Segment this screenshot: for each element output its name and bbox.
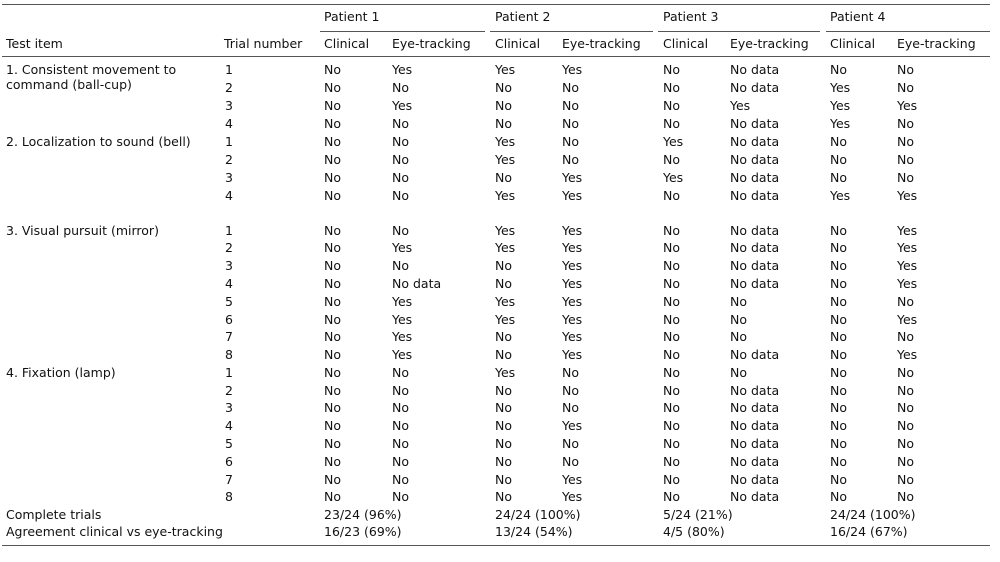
result-cell: Yes [495,223,516,238]
result-cell: No data [730,418,780,433]
result-cell: No [897,62,914,77]
result-cell: Yes [897,188,918,203]
result-cell: No [324,329,341,344]
result-cell: No [897,80,914,95]
result-cell: No [324,152,341,167]
result-cell: No [830,152,847,167]
result-cell: No [663,489,680,504]
result-cell: No [562,365,579,380]
result-cell: No [324,188,341,203]
result-cell: Yes [392,294,413,309]
trial-number-header: Trial number [224,36,303,51]
result-cell: No [392,188,409,203]
result-cell: Yes [495,134,516,149]
result-cell: Yes [562,312,583,327]
result-cell: No [495,383,512,398]
result-cell: No [663,116,680,131]
patient-2-rule [490,31,653,32]
eye-tracking-header: Eye-tracking [392,36,471,51]
result-cell: No data [730,80,780,95]
patient-2-header: Patient 2 [495,9,551,24]
clinical-header: Clinical [663,36,709,51]
result-cell: No [495,80,512,95]
result-cell: No [830,134,847,149]
result-cell: No [830,276,847,291]
result-cell: No [392,436,409,451]
result-cell: No [562,152,579,167]
result-cell: No [324,489,341,504]
result-cell: No [324,223,341,238]
summary-value: 16/23 (69%) [324,524,402,539]
trial-number: 1 [225,365,233,380]
trial-number: 5 [225,436,233,451]
result-cell: No [495,98,512,113]
test-item-label: 3. Visual pursuit (mirror) [6,223,159,238]
clinical-header: Clinical [830,36,876,51]
result-cell: No [897,454,914,469]
result-cell: No [830,240,847,255]
result-cell: No [392,152,409,167]
result-cell: No [830,436,847,451]
result-cell: No [495,116,512,131]
test-item-label: 1. Consistent movement to [6,62,177,77]
result-cell: No [324,116,341,131]
summary-value: 24/24 (100%) [495,507,581,522]
result-cell: No [663,418,680,433]
result-cell: Yes [495,312,516,327]
result-cell: No data [730,188,780,203]
result-cell: Yes [392,329,413,344]
eye-tracking-header: Eye-tracking [897,36,976,51]
result-cell: No [324,418,341,433]
result-cell: No data [730,436,780,451]
result-cell: No [392,134,409,149]
result-cell: No [897,152,914,167]
result-cell: Yes [562,223,583,238]
result-cell: No [830,489,847,504]
result-cell: Yes [562,489,583,504]
result-cell: No [663,240,680,255]
test-item-header: Test item [6,36,63,51]
result-cell: No [663,472,680,487]
result-cell: No [663,188,680,203]
test-item-label: command (ball-cup) [6,77,132,92]
trial-number: 6 [225,312,233,327]
result-cell: No [663,152,680,167]
result-cell: Yes [392,347,413,362]
result-cell: No [495,489,512,504]
result-cell: No [562,383,579,398]
result-cell: No data [730,152,780,167]
trial-number: 3 [225,400,233,415]
bottom-rule [2,545,990,546]
result-cell: No [324,472,341,487]
result-cell: No [897,383,914,398]
trial-number: 3 [225,98,233,113]
trial-number: 5 [225,294,233,309]
result-cell: No [392,116,409,131]
result-cell: Yes [562,347,583,362]
result-cell: No data [730,240,780,255]
result-cell: No [392,365,409,380]
result-cell: No [830,400,847,415]
patient-1-rule [320,31,485,32]
summary-value: 16/24 (67%) [830,524,908,539]
patient-4-rule [826,31,990,32]
result-cell: Yes [562,240,583,255]
result-cell: No [324,383,341,398]
result-cell: Yes [392,240,413,255]
patient-4-header: Patient 4 [830,9,886,24]
trial-number: 4 [225,276,233,291]
result-cell: No [324,347,341,362]
result-cell: No [830,472,847,487]
result-cell: No [830,62,847,77]
trial-number: 4 [225,188,233,203]
result-cell: No [663,383,680,398]
result-cell: Yes [663,134,684,149]
result-cell: No [897,170,914,185]
result-cell: Yes [897,258,918,273]
result-cell: No [663,223,680,238]
result-cell: No [324,80,341,95]
result-cell: No [830,294,847,309]
result-cell: Yes [830,188,851,203]
result-cell: No [324,400,341,415]
result-cell: No [663,98,680,113]
result-cell: Yes [562,170,583,185]
result-cell: No [663,294,680,309]
result-cell: No [324,454,341,469]
result-cell: Yes [562,472,583,487]
top-rule [2,4,990,5]
result-cell: No data [392,276,442,291]
result-cell: No [830,347,847,362]
result-cell: No [324,170,341,185]
result-cell: No [392,418,409,433]
trial-number: 3 [225,258,233,273]
result-cell: No [324,436,341,451]
result-cell: No [830,365,847,380]
result-cell: Yes [495,62,516,77]
result-cell: Yes [495,152,516,167]
result-cell: No [562,436,579,451]
result-cell: No [392,170,409,185]
result-cell: No [897,134,914,149]
summary-label: Complete trials [6,507,102,522]
result-cell: No [663,329,680,344]
result-cell: No [830,312,847,327]
result-cell: Yes [392,312,413,327]
result-cell: Yes [495,365,516,380]
result-cell: No [663,365,680,380]
result-cell: No [495,400,512,415]
trial-number: 4 [225,418,233,433]
result-cell: No [495,258,512,273]
result-cell: No data [730,223,780,238]
result-cell: No [830,223,847,238]
trial-number: 8 [225,489,233,504]
result-cell: No [562,98,579,113]
result-cell: No [897,116,914,131]
result-cell: No [730,365,747,380]
result-cell: No data [730,258,780,273]
result-cell: Yes [562,418,583,433]
result-cell: No [897,489,914,504]
result-cell: No data [730,489,780,504]
result-cell: Yes [562,276,583,291]
summary-value: 4/5 (80%) [663,524,725,539]
result-cell: No [324,240,341,255]
result-cell: No [495,329,512,344]
trial-number: 7 [225,472,233,487]
result-cell: No [392,223,409,238]
result-cell: Yes [562,188,583,203]
result-cell: No [562,454,579,469]
trial-number: 4 [225,116,233,131]
result-cell: No [730,312,747,327]
summary-value: 13/24 (54%) [495,524,573,539]
result-cell: No [897,329,914,344]
result-cell: Yes [830,116,851,131]
patient-3-rule [658,31,820,32]
result-cell: No [663,276,680,291]
result-cell: No [830,329,847,344]
result-cell: No data [730,454,780,469]
result-cell: No [495,472,512,487]
result-cell: No [495,276,512,291]
result-cell: Yes [562,62,583,77]
trial-number: 7 [225,329,233,344]
result-cell: No [663,62,680,77]
trial-number: 8 [225,347,233,362]
result-cell: Yes [495,240,516,255]
test-item-label: 2. Localization to sound (bell) [6,134,191,149]
result-cell: No [663,258,680,273]
result-cell: Yes [897,223,918,238]
result-cell: No [897,365,914,380]
header-rule [2,56,990,57]
result-cell: No [897,400,914,415]
result-cell: No data [730,134,780,149]
result-cell: No data [730,170,780,185]
result-cell: No data [730,472,780,487]
result-cell: Yes [495,188,516,203]
result-cell: No [495,347,512,362]
result-cell: No [324,312,341,327]
clinical-header: Clinical [324,36,370,51]
result-cell: No [663,454,680,469]
result-cell: No [663,347,680,362]
result-cell: No [663,436,680,451]
result-cell: No [562,134,579,149]
eye-tracking-header: Eye-tracking [562,36,641,51]
trial-number: 2 [225,240,233,255]
result-cell: No data [730,383,780,398]
patient-1-header: Patient 1 [324,9,380,24]
result-cell: No data [730,347,780,362]
result-cell: Yes [897,240,918,255]
summary-label: Agreement clinical vs eye-tracking [6,524,223,539]
result-cell: No [730,294,747,309]
result-cell: No [562,400,579,415]
result-cell: No [392,383,409,398]
result-cell: No data [730,276,780,291]
result-cell: No [897,294,914,309]
result-cell: No [830,418,847,433]
patient-3-header: Patient 3 [663,9,719,24]
trial-number: 2 [225,152,233,167]
trial-number: 2 [225,383,233,398]
result-cell: Yes [897,98,918,113]
result-cell: No [830,454,847,469]
trial-number: 1 [225,62,233,77]
result-cell: No [663,312,680,327]
trial-number: 2 [225,80,233,95]
summary-value: 5/24 (21%) [663,507,733,522]
result-cell: Yes [663,170,684,185]
eye-tracking-header: Eye-tracking [730,36,809,51]
result-cell: No [324,62,341,77]
result-cell: No [897,436,914,451]
result-cell: Yes [897,276,918,291]
result-cell: No [897,418,914,433]
test-item-label: 4. Fixation (lamp) [6,365,116,380]
result-cell: No [663,400,680,415]
trial-number: 1 [225,134,233,149]
result-cell: No [392,472,409,487]
result-cell: Yes [897,312,918,327]
result-cell: No [324,294,341,309]
result-cell: No [495,170,512,185]
result-cell: Yes [562,294,583,309]
result-cell: No [730,329,747,344]
result-cell: No [663,80,680,95]
result-cell: No [324,134,341,149]
result-cell: No [562,80,579,95]
result-cell: No [562,116,579,131]
result-cell: Yes [562,329,583,344]
result-cell: No data [730,400,780,415]
result-cell: No [324,276,341,291]
result-cell: Yes [495,294,516,309]
result-cell: No [392,258,409,273]
result-cell: Yes [730,98,751,113]
result-cell: No [495,418,512,433]
result-cell: Yes [830,80,851,95]
result-cell: No [324,98,341,113]
trial-number: 3 [225,170,233,185]
result-cell: No [897,472,914,487]
trial-number: 1 [225,223,233,238]
summary-value: 23/24 (96%) [324,507,402,522]
result-cell: No [830,170,847,185]
result-cell: Yes [392,62,413,77]
result-cell: No [392,454,409,469]
result-cell: No [324,365,341,380]
result-cell: No [392,400,409,415]
result-cell: Yes [562,258,583,273]
result-cell: No data [730,62,780,77]
result-cell: No [830,258,847,273]
result-cell: No [392,489,409,504]
result-cell: No [495,436,512,451]
trial-number: 6 [225,454,233,469]
result-cell: No [830,383,847,398]
result-cell: No [392,80,409,95]
result-cell: Yes [830,98,851,113]
result-cell: Yes [897,347,918,362]
clinical-header: Clinical [495,36,541,51]
summary-value: 24/24 (100%) [830,507,916,522]
result-cell: No [495,454,512,469]
result-cell: No [324,258,341,273]
result-cell: No data [730,116,780,131]
result-cell: Yes [392,98,413,113]
